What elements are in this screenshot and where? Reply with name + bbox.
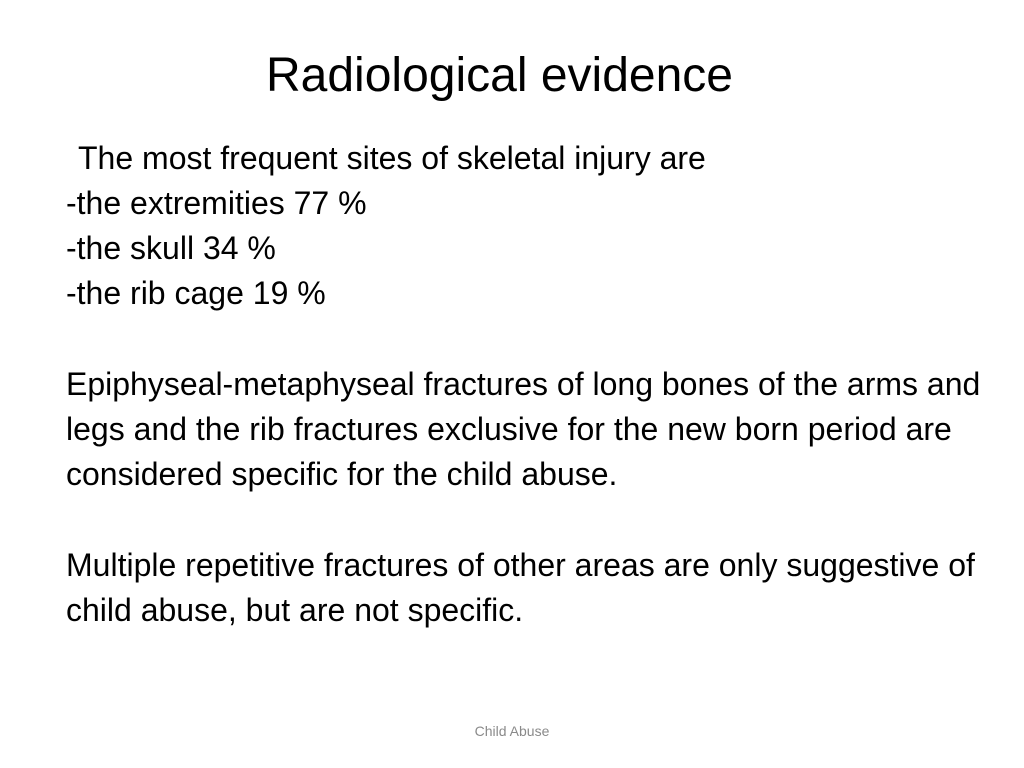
paragraph-suggestive-fractures: Multiple repetitive fractures of other areas are only suggestive of child abuse, but are not specific. (66, 547, 975, 628)
slide-footer: Child Abuse (474, 723, 550, 739)
paragraph-specific-fractures: Epiphyseal-metaphyseal fractures of long bones of the arms and legs and the rib fractures exclusive for the new born period are considered specific for the child abuse. (66, 366, 981, 492)
site-item-skull: -the skull 34 % (66, 230, 276, 266)
site-item-extremities: -the extremities 77 % (66, 185, 367, 221)
slide-title: Radiological evidence (266, 49, 733, 102)
slide-body (66, 136, 986, 633)
spacer (66, 316, 986, 362)
site-item-rib-cage: -the rib cage 19 % (66, 275, 326, 311)
spacer (66, 497, 986, 543)
intro-line: The most frequent sites of skeletal injury are (78, 140, 706, 176)
